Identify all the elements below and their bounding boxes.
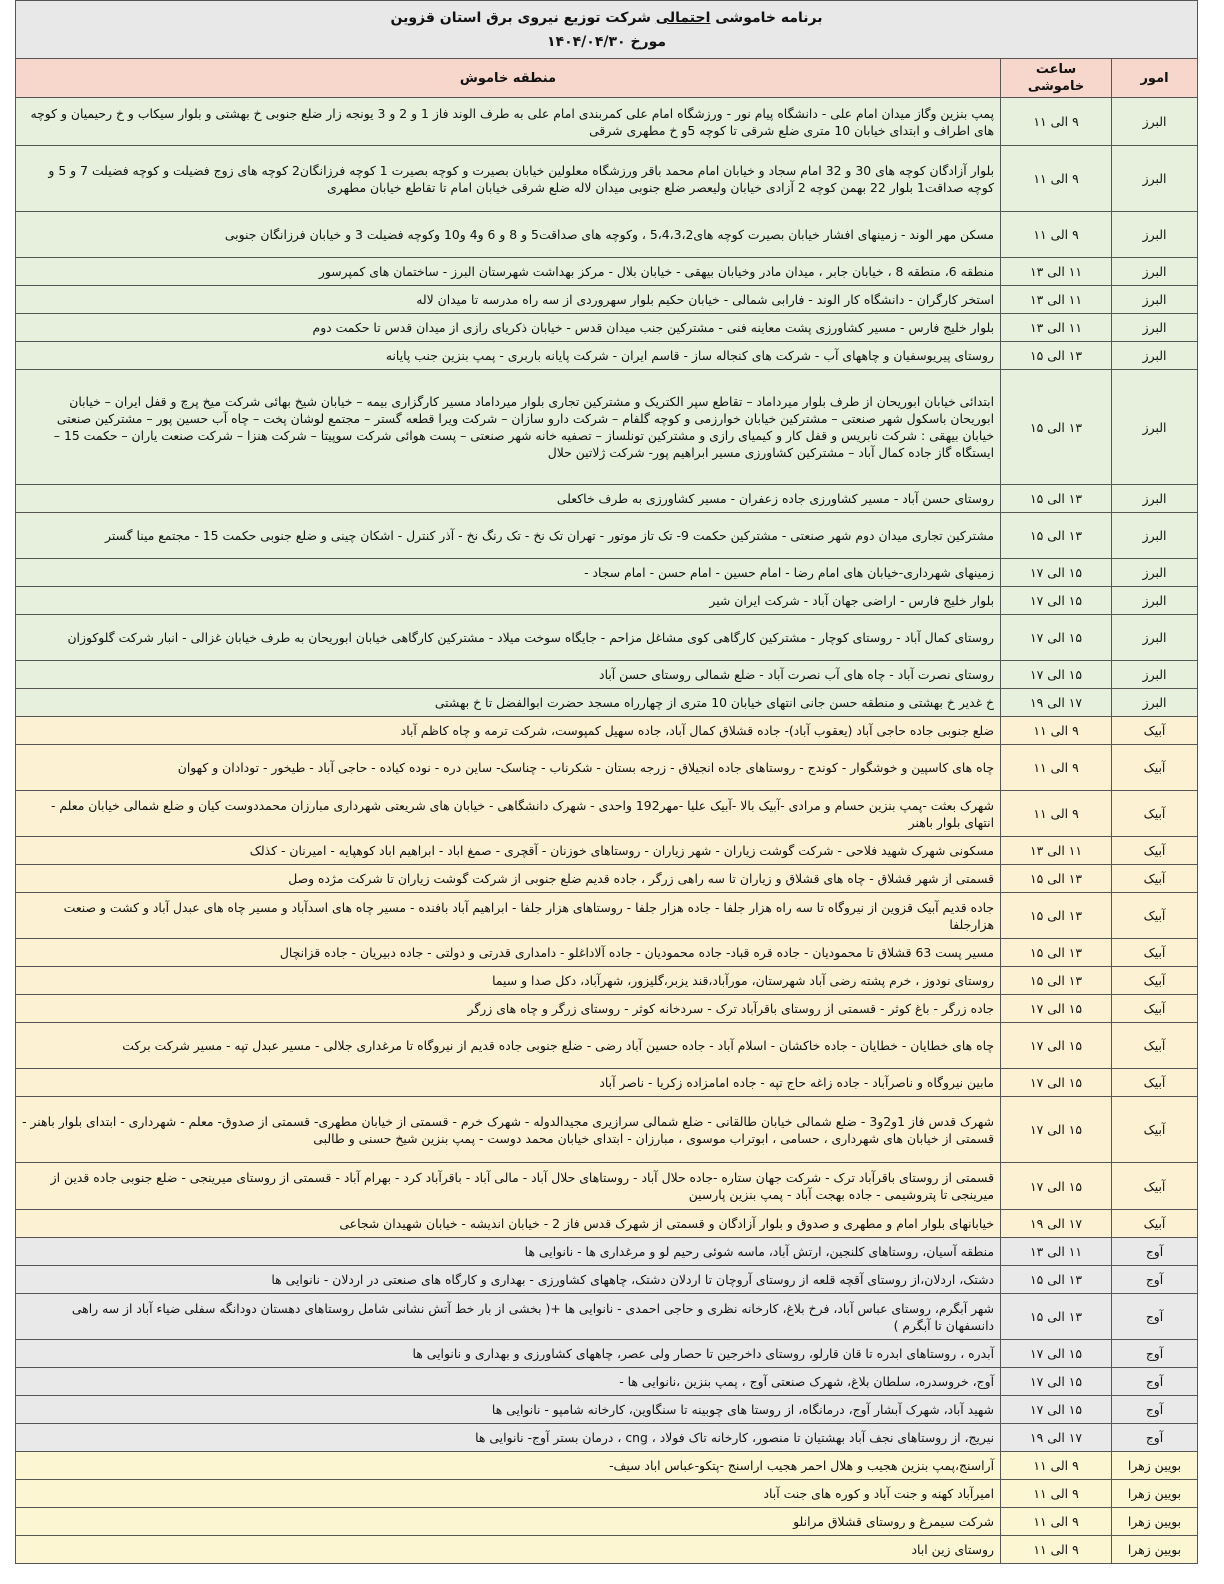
omur-cell: بویین زهرا [1112, 1508, 1198, 1536]
omur-cell: بویین زهرا [1112, 1480, 1198, 1508]
area-cell: روستای نودوز ، خرم پشته رضی آباد شهرستان، مورآباد،قند یزبر،گلیزور، شهرآباد، دکل صدا و سیما [16, 967, 1001, 995]
omur-cell: البرز [1112, 370, 1198, 485]
area-cell: شهر آبگرم، روستای عباس آباد، فرخ بلاغ، کارخانه نظری و حاجی احمدی - نانوایی ها +( بخشی از بار خط آتش نشانی شامل روستاهای دهستان دودانگه سفلی ضیاء آباد از سه راهی دانسفهان تا آبگرم ) [16, 1294, 1001, 1340]
time-cell: ۹ الی ۱۱ [1001, 1480, 1112, 1508]
area-cell: منطقه آسیان، روستاهای کلنجین، ارتش آباد، ماسه شوئی رحیم لو و مرغداری ها - نانوایی ها [16, 1238, 1001, 1266]
time-cell: ۱۵ الی ۱۷ [1001, 1097, 1112, 1163]
omur-cell: بویین زهرا [1112, 1452, 1198, 1480]
column-header-time: ساعت خاموشی [1001, 59, 1112, 98]
table-row [16, 967, 1198, 995]
table-row [16, 837, 1198, 865]
area-cell: روستای کمال آباد - روستای کوچار - مشترکین کارگاهی کوی مشاغل مزاحم - جایگاه سوخت میلاد - مشترکین کارگاهی خیابان ابوریحان به طرف خیابان غزالی - انبار شرکت گلوکوزان [16, 615, 1001, 661]
time-cell: ۹ الی ۱۱ [1001, 98, 1112, 146]
table-row [16, 559, 1198, 587]
omur-cell: آبیک [1112, 791, 1198, 837]
time-cell: ۱۵ الی ۱۷ [1001, 1368, 1112, 1396]
time-cell: ۱۵ الی ۱۷ [1001, 559, 1112, 587]
time-cell: ۱۳ الی ۱۵ [1001, 893, 1112, 939]
omur-cell: البرز [1112, 513, 1198, 559]
omur-cell: آبیک [1112, 1163, 1198, 1210]
area-cell: نیریج، از روستاهای نجف آباد بهشتیان تا منصور، کارخانه تاک فولاد ، cng ، درمان بستر آوج- نانوایی ها [16, 1424, 1001, 1452]
area-cell: چاه های کاسپین و خوشگوار - کوندج - روستاهای جاده انجیلاق - زرجه بستان - شکرناب - چناسک- ساین دره - نوده کیاده - حاجی آباد - طیخور - تودادان و کهوان [16, 745, 1001, 791]
column-header-omur: امور [1112, 59, 1198, 98]
table-row [16, 717, 1198, 745]
area-cell: ابتدائی خیابان ابوریحان از طرف بلوار میرداماد – تقاطع سپر الکتریک و مشترکین تجاری بلوار میرداماد مسیر کارگزاری بیمه – خیابان شیخ بهائی شرکت میخ پرچ و قفل ایران – خیابان ابوریحان باسکول شهر صنعتی – مشترکین خیابان خوارزمی و کوچه گلفام – شرکت دارو سازان – شرکت ویرا قطعه گستر – مجتمع لوشان پخت – چاه آب حسین پور – مشترکین صنعتی خیابان بیهقی : شرکت نابریس و قفل کار و کیمیای رازی و مشترکین تونلساز – تصفیه خانه شهر صنعتی – پست هوائی شرکت سوپیتا – شرکت هنزا – شرکت صنعت یاران – حکمت 15 – ایستگاه گاز جاده کمال آباد – مشترکین کشاورزی مسیر ابراهیم پور- شرکت ژلاتین حلال [16, 370, 1001, 485]
table-row [16, 286, 1198, 314]
area-cell: مسکن مهر الوند - زمینهای افشار خیابان بصیرت کوچه های5،4،3،2 ، وکوچه های صداقت5 و 8 و 6 و4 و10 وکوچه فضیلت 3 و خیابان فرزانگان جنوبی [16, 212, 1001, 258]
table-row [16, 939, 1198, 967]
time-cell: ۱۳ الی ۱۵ [1001, 939, 1112, 967]
table-row [16, 98, 1198, 146]
table-row [16, 1069, 1198, 1097]
time-cell: ۹ الی ۱۱ [1001, 1508, 1112, 1536]
omur-cell: آوج [1112, 1424, 1198, 1452]
time-cell: ۱۵ الی ۱۷ [1001, 615, 1112, 661]
omur-cell: البرز [1112, 342, 1198, 370]
omur-cell: آبیک [1112, 1097, 1198, 1163]
table-row [16, 893, 1198, 939]
title-prefix: برنامه خاموشی [715, 9, 823, 26]
time-cell: ۱۵ الی ۱۷ [1001, 1023, 1112, 1069]
table-row [16, 1368, 1198, 1396]
table-row [16, 1424, 1198, 1452]
table-row [16, 1536, 1198, 1564]
omur-cell: البرز [1112, 258, 1198, 286]
area-cell: دشتک، اردلان،از روستای آقچه قلعه از روستای آروچان تا اردلان دشتک، چاههای کشاورزی - بهداری و کارگاه های صنعتی در اردلان - نانوایی ها [16, 1266, 1001, 1294]
time-cell: ۹ الی ۱۱ [1001, 1452, 1112, 1480]
table-row [16, 661, 1198, 689]
table-row [16, 995, 1198, 1023]
table-row [16, 1340, 1198, 1368]
area-cell: جاده قدیم آبیک قزوین از نیروگاه تا سه راه هزار جلفا - جاده هزار جلفا - روستاهای هزار جلفا - ابراهیم آباد بافنده - مسیر چاه های اسدآباد و مسیر چاه های عبدل آباد و کشت و صنعت هزارجلفا [16, 893, 1001, 939]
table-row [16, 314, 1198, 342]
time-cell: ۹ الی ۱۱ [1001, 717, 1112, 745]
time-cell: ۱۱ الی ۱۳ [1001, 837, 1112, 865]
area-cell: زمینهای شهرداری-خیابان های امام رضا - امام حسین - امام حسن - امام سجاد - [16, 559, 1001, 587]
time-cell: ۱۵ الی ۱۷ [1001, 995, 1112, 1023]
omur-cell: البرز [1112, 559, 1198, 587]
table-row [16, 1396, 1198, 1424]
time-cell: ۱۱ الی ۱۳ [1001, 314, 1112, 342]
omur-cell: بویین زهرا [1112, 1536, 1198, 1564]
table-row [16, 1480, 1198, 1508]
area-cell: آوج، خروسدره، سلطان بلاغ، شهرک صنعتی آوج ، پمپ بنزین ،نانوایی ها - [16, 1368, 1001, 1396]
area-cell: بلوار آزادگان کوچه های 30 و 32 امام سجاد و خیابان امام محمد باقر ورزشگاه معلولین خیابان بصیرت و کوچه بصیرت 1 کوچه فرزانگان2 کوچه های زوج فضیلت و کوچه فضیلت 7 و 5 و کوچه صداقت1 بلوار 22 بهمن کوچه 2 آزادی خیابان ولیعصر ضلع جنوبی میدان لاله ضلع شرقی خیابان امام تا تقاطع خیابان مطهری [16, 146, 1001, 212]
area-cell: روستای زین اباد [16, 1536, 1001, 1564]
omur-cell: آبیک [1112, 1210, 1198, 1238]
time-cell: ۱۳ الی ۱۵ [1001, 342, 1112, 370]
schedule-rows [16, 98, 1198, 1564]
title-emphasis: احتمالی [655, 9, 711, 26]
time-cell: ۱۳ الی ۱۵ [1001, 485, 1112, 513]
time-cell: ۱۷ الی ۱۹ [1001, 689, 1112, 717]
time-cell: ۱۷ الی ۱۹ [1001, 1210, 1112, 1238]
table-row [16, 485, 1198, 513]
area-cell: خ غدیر خ بهشتی و منطقه حسن جانی انتهای خیابان 10 متری از چهارراه مسجد حضرت ابوالفضل تا خ بهشتی [16, 689, 1001, 717]
outage-schedule-table [15, 0, 1198, 1564]
title-date: مورخ ۱۴۰۴/۰۴/۳۰ [546, 33, 667, 50]
table-row [16, 1210, 1198, 1238]
area-cell: مشترکین تجاری میدان دوم شهر صنعتی - مشترکین حکمت 9- تک تاز موتور - تهران تک نخ - تک رنگ نخ - آذر کنترل - اشکان چینی و ضلع جنوبی حکمت 15 - مجتمع مینا گستر [16, 513, 1001, 559]
time-cell: ۱۷ الی ۱۹ [1001, 1424, 1112, 1452]
omur-cell: آبیک [1112, 865, 1198, 893]
area-cell: جاده زرگر - باغ کوثر - قسمتی از روستای باقرآباد ترک - سردخانه کوثر - روستای زرگر و چاه های زرگر [16, 995, 1001, 1023]
area-cell: شرکت سیمرغ و روستای قشلاق مرانلو [16, 1508, 1001, 1536]
omur-cell: البرز [1112, 661, 1198, 689]
table-row [16, 146, 1198, 212]
omur-cell: البرز [1112, 689, 1198, 717]
omur-cell: البرز [1112, 587, 1198, 615]
omur-cell: آبیک [1112, 967, 1198, 995]
area-cell: استخر کارگران - دانشگاه کار الوند - فارابی شمالی - خیابان حکیم بلوار سهروردی از سه راه مدرسه تا میدان لاله [16, 286, 1001, 314]
omur-cell: البرز [1112, 314, 1198, 342]
area-cell: قسمتی از روستای باقرآباد ترک - شرکت جهان ستاره -جاده حلال آباد - روستاهای حلال آباد - مالی آباد - باقرآباد کرد - بهرام آباد - قسمتی از روستای میرینجی - ضلع جنوبی جاده قدین از میرینجی تا پتروشیمی - جاده بهجت آباد - پمپ بنزین پارسین [16, 1163, 1001, 1210]
omur-cell: البرز [1112, 212, 1198, 258]
time-cell: ۱۵ الی ۱۷ [1001, 587, 1112, 615]
omur-cell: آبیک [1112, 717, 1198, 745]
omur-cell: آوج [1112, 1396, 1198, 1424]
table-row [16, 258, 1198, 286]
area-cell: امیرآباد کهنه و جنت آباد و کوره های جنت آباد [16, 1480, 1001, 1508]
table-row [16, 587, 1198, 615]
area-cell: قسمتی از شهر قشلاق - چاه های قشلاق و زیاران تا سه راهی زرگر ، جاده قدیم ضلع جنوبی از شرکت گوشت زیاران تا شرکت مژده وصل [16, 865, 1001, 893]
area-cell: خیابانهای بلوار امام و مطهری و صدوق و بلوار آزادگان و قسمتی از شهرک قدس فاز 2 - خیابان اندیشه - خیابان شهیدان شجاعی [16, 1210, 1001, 1238]
outage-schedule-sheet [15, 0, 1197, 1564]
area-cell: آراسنج،پمپ بنزین هجیب و هلال احمر هجیب اراسنج -پتکو-عباس اباد سیف- [16, 1452, 1001, 1480]
time-cell: ۹ الی ۱۱ [1001, 146, 1112, 212]
area-cell: روستای نصرت آباد - چاه های آب نصرت آباد - ضلع شمالی روستای حسن آباد [16, 661, 1001, 689]
time-cell: ۱۳ الی ۱۵ [1001, 513, 1112, 559]
time-cell: ۱۱ الی ۱۳ [1001, 286, 1112, 314]
table-row [16, 1238, 1198, 1266]
area-cell: ضلع جنوبی جاده حاجی آباد (یعقوب آباد)- جاده قشلاق کمال آباد، جاده سهیل کمپوست، شرکت ترمه و چاه کاظم آباد [16, 717, 1001, 745]
omur-cell: آبیک [1112, 995, 1198, 1023]
omur-cell: آبیک [1112, 837, 1198, 865]
omur-cell: آبیک [1112, 893, 1198, 939]
omur-cell: آوج [1112, 1266, 1198, 1294]
area-cell: چاه های خطایان - خطایان - جاده خاکشان - اسلام آباد - جاده حسین آباد رضی - ضلع جنوبی جاده قدیم از نیروگاه تا مرغداری جلالی - مسیر عبدل تپه - مسیر شرکت برکت [16, 1023, 1001, 1069]
area-cell: مسیر پست 63 قشلاق تا محمودیان - جاده قره قباد- جاده محمودیان - جاده آلاداغلو - دامداری قدرتی و دولتی - جاده دبیریان - جاده قزانچال [16, 939, 1001, 967]
time-cell: ۹ الی ۱۱ [1001, 745, 1112, 791]
omur-cell: البرز [1112, 485, 1198, 513]
omur-cell: البرز [1112, 286, 1198, 314]
omur-cell: آبیک [1112, 939, 1198, 967]
table-row [16, 791, 1198, 837]
area-cell: شهرک قدس فاز 1و2و3 - ضلع شمالی خیابان طالقانی - ضلع شمالی سرازیری مجیدالدوله - شهرک خرم - قسمتی از خیابان مطهری- قسمتی از صدوق- معلم - شهرداری - ابتدای بلوار باهنر - قسمتی از خیابان های شهرداری ، حسامی ، ابوتراب موسوی ، مبارزان - ابتدای خیابان محمد دوست - پمپ بنزین شیخ حسنی و طالبی [16, 1097, 1001, 1163]
time-cell: ۱۵ الی ۱۷ [1001, 1069, 1112, 1097]
table-row [16, 1023, 1198, 1069]
time-cell: ۱۳ الی ۱۵ [1001, 865, 1112, 893]
table-row [16, 370, 1198, 485]
table-row [16, 1266, 1198, 1294]
schedule-title [16, 1, 1198, 59]
area-cell: مسکونی شهرک شهید فلاحی - شرکت گوشت زیاران - شهر زیاران - روستاهای خوزنان - آقچری - صمغ اباد - ابراهیم اباد کوهپایه - امیرنان - کذلک [16, 837, 1001, 865]
area-cell: پمپ بنزین وگاز میدان امام علی - دانشگاه پیام نور - ورزشگاه امام علی کمربندی امام علی به طرف الوند فاز 1 و 2 و 3 یونجه زار ضلع جنوبی خ بهشتی و بلوار سیکاب و خ رحیمیان و کوچه های اطراف و ابتدای خیابان 10 متری ضلع شرقی تا کوچه 5و خ مطهری شرقی [16, 98, 1001, 146]
table-row [16, 513, 1198, 559]
title-suffix: شرکت توزیع نیروی برق استان قزوین [390, 9, 651, 26]
omur-cell: آوج [1112, 1368, 1198, 1396]
omur-cell: آوج [1112, 1238, 1198, 1266]
time-cell: ۱۱ الی ۱۳ [1001, 258, 1112, 286]
time-cell: ۱۵ الی ۱۷ [1001, 661, 1112, 689]
time-cell: ۹ الی ۱۱ [1001, 791, 1112, 837]
area-cell: آبدره ، روستاهای ابدره تا قان قارلو، روستای داخرجین تا حصار ولی عصر، چاههای کشاورزی و بهداری و نانوایی ها [16, 1340, 1001, 1368]
column-header-area: منطقه خاموش [16, 59, 1001, 98]
time-cell: ۱۳ الی ۱۵ [1001, 370, 1112, 485]
time-cell: ۹ الی ۱۱ [1001, 1536, 1112, 1564]
area-cell: روستای حسن آباد - مسیر کشاورزی جاده زعفران - مسیر کشاورزی به طرف خاکعلی [16, 485, 1001, 513]
area-cell: منطقه 6، منطقه 8 ، خیابان جابر ، میدان مادر وخیابان بیهقی - خیابان بلال - مرکز بهداشت شهرستان البرز - ساختمان های کمپرسور [16, 258, 1001, 286]
table-row [16, 212, 1198, 258]
area-cell: مابین نیروگاه و ناصرآباد - جاده زاغه حاج تپه - جاده امامزاده زکریا - ناصر آباد [16, 1069, 1001, 1097]
area-cell: بلوار خلیج فارس - مسیر کشاورزی پشت معاینه فنی - مشترکین جنب میدان قدس - خیابان ذکریای رازی از میدان قدس تا حکمت دوم [16, 314, 1001, 342]
area-cell: بلوار خلیج فارس - اراضی جهان آباد - شرکت ایران شیر [16, 587, 1001, 615]
time-cell: ۱۵ الی ۱۷ [1001, 1163, 1112, 1210]
time-cell: ۱۱ الی ۱۳ [1001, 1238, 1112, 1266]
time-cell: ۱۵ الی ۱۷ [1001, 1340, 1112, 1368]
table-row [16, 1452, 1198, 1480]
omur-cell: آبیک [1112, 1023, 1198, 1069]
omur-cell: آوج [1112, 1340, 1198, 1368]
table-row [16, 1294, 1198, 1340]
table-row [16, 1508, 1198, 1536]
area-cell: روستای پیریوسفیان و چاههای آب - شرکت های کنجاله ساز - قاسم ایران - شرکت پایانه باربری - پمپ بنزین جنب پایانه [16, 342, 1001, 370]
area-cell: شهرک بعثت -پمپ بنزین حسام و مرادی -آبیک بالا -آبیک علیا -مهر192 واحدی - شهرک دانشگاهی - خیابان های شریعتی شهرداری مبارزان محمددوست کیان و ضلع شمالی خیابان معلم - انتهای بلوار باهنر [16, 791, 1001, 837]
omur-cell: آبیک [1112, 745, 1198, 791]
time-cell: ۹ الی ۱۱ [1001, 212, 1112, 258]
omur-cell: آوج [1112, 1294, 1198, 1340]
time-cell: ۱۳ الی ۱۵ [1001, 1294, 1112, 1340]
time-cell: ۱۳ الی ۱۵ [1001, 1266, 1112, 1294]
table-row [16, 1097, 1198, 1163]
omur-cell: البرز [1112, 146, 1198, 212]
area-cell: شهید آباد، شهرک آبشار آوج، درمانگاه، از روستا های چوبینه تا سنگاوین، کارخانه شامپو - نانوایی ها [16, 1396, 1001, 1424]
time-cell: ۱۵ الی ۱۷ [1001, 1396, 1112, 1424]
time-cell: ۱۳ الی ۱۵ [1001, 967, 1112, 995]
omur-cell: البرز [1112, 615, 1198, 661]
table-row [16, 865, 1198, 893]
omur-cell: البرز [1112, 98, 1198, 146]
table-row [16, 615, 1198, 661]
table-row [16, 1163, 1198, 1210]
title-line-1 [16, 6, 1197, 30]
table-row [16, 342, 1198, 370]
table-row [16, 745, 1198, 791]
table-row [16, 689, 1198, 717]
omur-cell: آبیک [1112, 1069, 1198, 1097]
